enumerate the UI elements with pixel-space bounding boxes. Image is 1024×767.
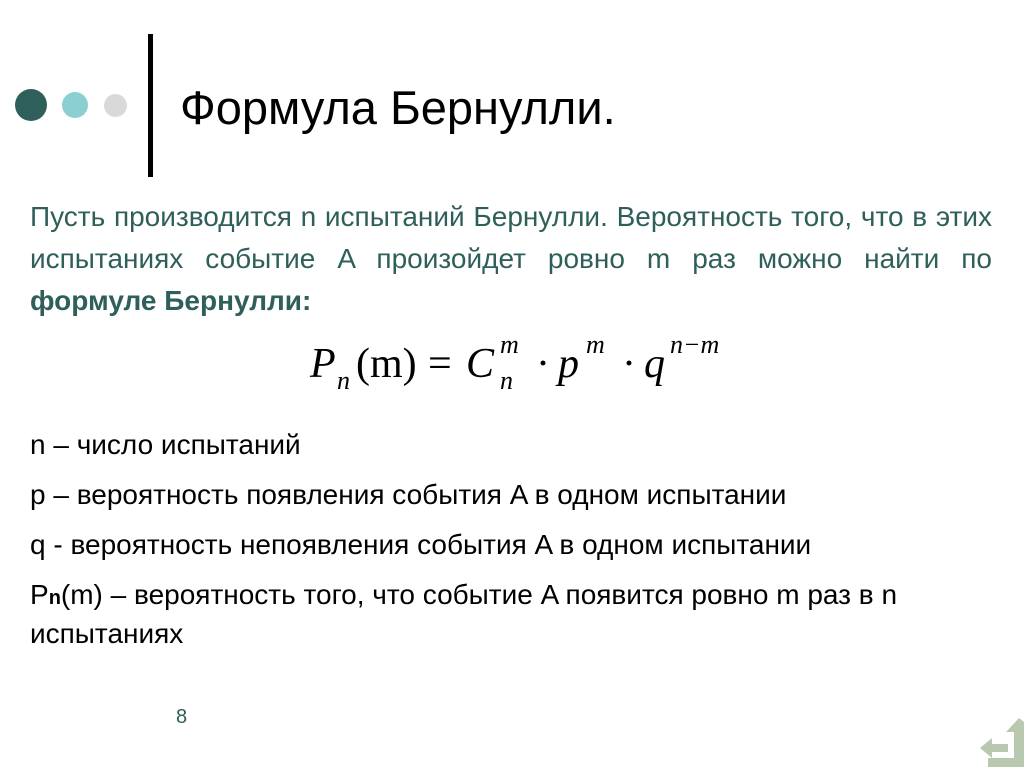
formula-dot1: · <box>536 341 550 387</box>
definition-q: q - вероятность непоявления события A в одном испытании <box>30 529 812 560</box>
definition-n: n – число испытаний <box>30 429 301 460</box>
definition-pn-sub: n <box>48 587 61 609</box>
formula-p-sup: m <box>586 330 605 359</box>
page-number: 8 <box>176 706 188 728</box>
formula-eq: = <box>428 341 452 387</box>
formula-C: C <box>466 341 495 387</box>
title-divider <box>148 34 153 177</box>
decor-dot-light <box>104 94 127 117</box>
decor-dot-dark <box>15 89 47 121</box>
definition-pn-rest: (m) – вероятность того, что событие A появится ровно m раз в n испытаниях <box>30 579 898 649</box>
definitions-list <box>30 427 992 666</box>
intro-emphasis: формуле Бернулли: <box>30 285 312 316</box>
formula-q: q <box>644 341 665 387</box>
intro-text: Пусть производится n испытаний Бернулли. Вероятность того, что в этих испытаниях событие A произойдет ровно m раз можно найти по <box>30 201 992 274</box>
formula-C-sub: n <box>500 366 513 395</box>
definition-pn-P: P <box>30 579 49 610</box>
return-arrow-icon[interactable] <box>978 718 1024 767</box>
formula-P: P <box>310 341 336 387</box>
formula-dot2: · <box>622 341 636 387</box>
bernoulli-formula <box>310 330 750 406</box>
slide-title: Формула Бернулли. <box>180 81 616 134</box>
formula-P-sub: n <box>337 366 350 395</box>
decor-dot-mid <box>62 92 88 118</box>
formula-p: p <box>558 341 579 387</box>
formula-C-sup: m <box>500 330 519 359</box>
formula-q-sup: n−m <box>670 330 720 359</box>
definition-p: p – вероятность появления события A в одном испытании <box>30 479 787 510</box>
intro-paragraph <box>30 196 992 322</box>
formula-arg: (m) <box>356 341 417 387</box>
definition-pn <box>30 577 992 652</box>
